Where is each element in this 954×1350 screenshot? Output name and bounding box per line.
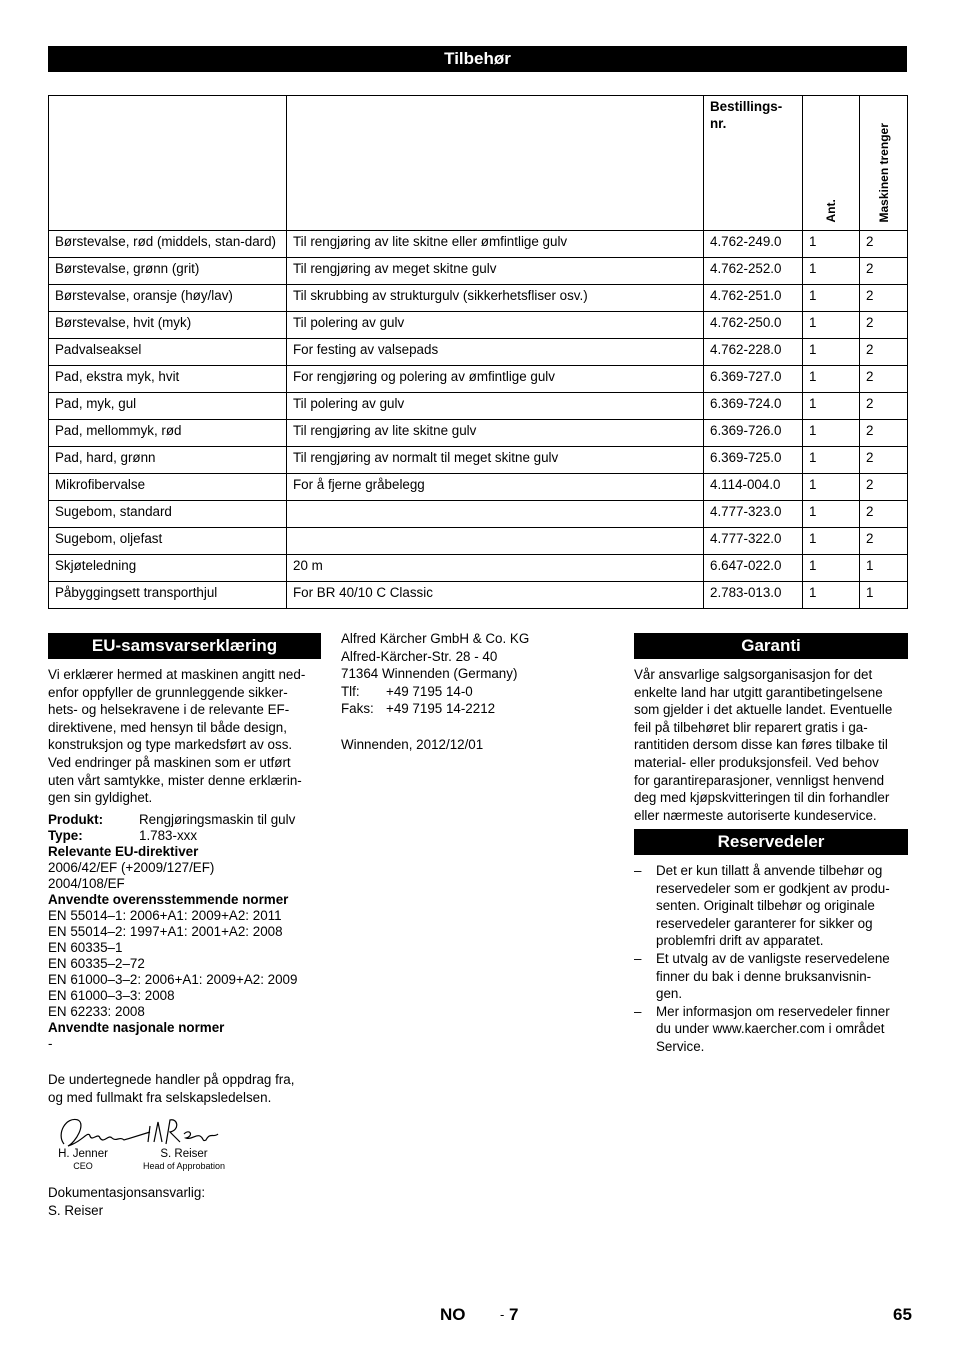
- row-order-no: 6.369-726.0: [704, 420, 803, 447]
- row-qty: 1: [803, 528, 860, 555]
- row-machine-needs: 2: [860, 474, 908, 501]
- row-name: Børstevalse, hvit (myk): [49, 312, 287, 339]
- eu-intro-line: enfor oppfyller de grunnleggende sikker-: [48, 684, 288, 700]
- list-item-line: reservedeler garanterer for sikker og: [656, 915, 873, 931]
- col-header-name: [49, 96, 287, 231]
- col-header-qty: [803, 96, 860, 231]
- fax-label: Faks:: [341, 701, 374, 717]
- national-heading: Anvendte nasjonale normer: [48, 1020, 225, 1035]
- row-order-no: 4.762-250.0: [704, 312, 803, 339]
- section-header-spare-parts: [634, 829, 908, 855]
- standard-item: EN 62233: 2008: [48, 1004, 145, 1019]
- section-header-eu: [48, 633, 321, 659]
- row-machine-needs: 2: [860, 312, 908, 339]
- eu-intro: [48, 666, 333, 807]
- col-header-order-no: Bestillings-nr.: [704, 96, 803, 231]
- list-item: [634, 950, 914, 1003]
- tel-label: Tlf:: [341, 683, 360, 699]
- list-item-line: problemfri drift av apparatet.: [656, 933, 824, 949]
- row-order-no: 6.647-022.0: [704, 555, 803, 582]
- warranty-title: Garanti: [741, 636, 801, 655]
- row-qty: 1: [803, 501, 860, 528]
- table-row: [49, 420, 908, 447]
- row-order-no: 4.762-252.0: [704, 258, 803, 285]
- eu-intro-line: uten vårt samtykke, mister denne erklærin-: [48, 772, 302, 788]
- list-item-line: finner du bak i denne bruksanvisnin-: [656, 968, 872, 984]
- warranty-line: enkelte land har utgitt garantibetingelsene: [634, 684, 883, 700]
- section-header-warranty: [634, 633, 908, 659]
- row-name: Sugebom, standard: [49, 501, 287, 528]
- signing-statement: [48, 1071, 338, 1106]
- row-description: 20 m: [287, 555, 704, 582]
- list-item-line: gen.: [656, 986, 683, 1002]
- row-name: Pad, myk, gul: [49, 393, 287, 420]
- list-item-line: senten. Originalt tilbehør og originale: [656, 898, 875, 914]
- list-item-line: du under www.kaercher.com i området: [656, 1021, 885, 1037]
- row-machine-needs: 2: [860, 393, 908, 420]
- row-description: Til rengjøring av meget skitne gulv: [287, 258, 704, 285]
- list-item: [634, 1003, 914, 1056]
- list-item-text: [656, 1003, 890, 1056]
- row-machine-needs: 2: [860, 231, 908, 258]
- eu-title: EU-samsvarserklæring: [91, 636, 278, 655]
- list-item-line: reservedeler som er godkjent av produ-: [656, 880, 890, 896]
- signer1-role: CEO: [73, 1161, 93, 1171]
- row-name: Børstevalse, oransje (høy/lav): [49, 285, 287, 312]
- row-qty: 1: [803, 285, 860, 312]
- row-description: Til polering av gulv: [287, 312, 704, 339]
- directive-item: 2006/42/EF (+2009/127/EF): [48, 860, 215, 875]
- signature-text-jenner: Jenner: [54, 1112, 58, 1113]
- row-machine-needs: 2: [860, 285, 908, 312]
- col-header-machine-needs: [860, 96, 908, 231]
- row-description: [287, 528, 704, 555]
- company-line: 71364 Winnenden (Germany): [341, 666, 518, 682]
- eu-intro-line: Vi erklærer hermed at maskinen angitt ned-: [48, 667, 306, 682]
- row-name: Pad, hard, grønn: [49, 447, 287, 474]
- row-machine-needs: 2: [860, 258, 908, 285]
- row-qty: 1: [803, 447, 860, 474]
- type-label: Type:: [48, 828, 83, 843]
- table-row: [49, 231, 908, 258]
- row-name: Børstevalse, rød (middels, stan-dard): [49, 231, 287, 258]
- warranty-line: material- eller produksjonsfeil. Ved behov: [634, 754, 879, 770]
- directives-list: [48, 860, 338, 892]
- warranty-line: som gjelder i det aktuelle landet. Eventuelle: [634, 702, 893, 718]
- warranty-text: [634, 666, 914, 824]
- row-machine-needs: 2: [860, 339, 908, 366]
- row-order-no: 4.777-322.0: [704, 528, 803, 555]
- warranty-line: feil på tilbehøret blir reparert gratis i ga-: [634, 719, 868, 735]
- signing-line: og med fullmakt fra selskapsledelsen.: [48, 1089, 272, 1105]
- doc-name: S. Reiser: [48, 1202, 104, 1218]
- row-name: Påbyggingsett transporthjul: [49, 582, 287, 609]
- row-qty: 1: [803, 339, 860, 366]
- row-machine-needs: 2: [860, 420, 908, 447]
- signatures: [48, 1112, 248, 1176]
- table-row: [49, 285, 908, 312]
- row-machine-needs: 2: [860, 447, 908, 474]
- footer-section-page: 7: [509, 1305, 519, 1324]
- company-block: [341, 630, 621, 753]
- eu-intro-line: hets- og helsekravene i de relevante EF-: [48, 702, 290, 718]
- row-qty: 1: [803, 555, 860, 582]
- row-name: Sugebom, oljefast: [49, 528, 287, 555]
- national-value: -: [48, 1036, 53, 1051]
- table-row: [49, 447, 908, 474]
- table-row: [49, 474, 908, 501]
- row-qty: 1: [803, 420, 860, 447]
- row-qty: 1: [803, 582, 860, 609]
- standard-item: EN 61000–3–2: 2006+A1: 2009+A2: 2009: [48, 972, 298, 987]
- row-order-no: 4.777-323.0: [704, 501, 803, 528]
- list-item-text: [656, 950, 890, 1003]
- standard-item: EN 55014–1: 2006+A1: 2009+A2: 2011: [48, 908, 282, 923]
- signature-text-reiser: i.V. Reiser: [144, 1112, 149, 1113]
- tel-value: +49 7195 14-0: [386, 683, 473, 699]
- signer1-name: H. Jenner: [58, 1148, 108, 1160]
- eu-intro-line: Ved endringer på maskinen som er utført: [48, 754, 291, 770]
- row-qty: 1: [803, 258, 860, 285]
- table-row: [49, 528, 908, 555]
- table-row: [49, 366, 908, 393]
- row-order-no: 4.114-004.0: [704, 474, 803, 501]
- row-description: Til polering av gulv: [287, 393, 704, 420]
- list-item-text: [656, 862, 890, 950]
- table-row: [49, 393, 908, 420]
- eu-details: [48, 812, 338, 1052]
- doc-label: Dokumentasjonsansvarlig:: [48, 1185, 206, 1200]
- row-qty: 1: [803, 312, 860, 339]
- row-description: For BR 40/10 C Classic: [287, 582, 704, 609]
- row-description: Til rengjøring av lite skitne eller ømfintlige gulv: [287, 231, 704, 258]
- row-qty: 1: [803, 366, 860, 393]
- product-label: Produkt:: [48, 812, 104, 827]
- spare-title: Reservedeler: [717, 832, 825, 851]
- row-machine-needs: 2: [860, 366, 908, 393]
- list-item: [634, 862, 914, 950]
- row-qty: 1: [803, 393, 860, 420]
- row-description: Til rengjøring av normalt til meget skitne gulv: [287, 447, 704, 474]
- row-name: Skjøteledning: [49, 555, 287, 582]
- table-row: [49, 555, 908, 582]
- directive-item: 2004/108/EF: [48, 876, 125, 891]
- eu-intro-line: konstruksjon og type markedsført av oss.: [48, 737, 293, 753]
- row-machine-needs: 1: [860, 555, 908, 582]
- warranty-line: deg med kjøpskvitteringen til din forhandler: [634, 790, 890, 806]
- row-machine-needs: 1: [860, 582, 908, 609]
- accessories-table-body: [49, 231, 908, 609]
- row-machine-needs: 2: [860, 501, 908, 528]
- standard-item: EN 60335–1: [48, 940, 123, 955]
- accessories-title: Tilbehør: [444, 49, 511, 68]
- type-value: 1.783-xxx: [139, 828, 198, 843]
- standard-item: EN 55014–2: 1997+A1: 2001+A2: 2008: [48, 924, 283, 939]
- table-row: [49, 501, 908, 528]
- table-row: [49, 312, 908, 339]
- qty-label: Ant.: [823, 198, 838, 222]
- eu-intro-line: gen sin gyldighet.: [48, 790, 153, 806]
- warranty-line: Vår ansvarlige salgsorganisasjon for det: [634, 667, 873, 682]
- row-qty: 1: [803, 474, 860, 501]
- place-date: Winnenden, 2012/12/01: [341, 736, 484, 752]
- signer2-name: S. Reiser: [160, 1148, 208, 1160]
- row-qty: 1: [803, 231, 860, 258]
- row-description: Til rengjøring av lite skitne gulv: [287, 420, 704, 447]
- row-order-no: 6.369-727.0: [704, 366, 803, 393]
- list-item-line: Mer informasjon om reservedeler finner: [656, 1003, 890, 1019]
- machine-needs-label: Maskinen trenger: [876, 122, 891, 222]
- standard-item: EN 60335–2–72: [48, 956, 145, 971]
- standards-heading: Anvendte overensstemmende normer: [48, 892, 289, 907]
- row-name: Padvalseaksel: [49, 339, 287, 366]
- row-order-no: 6.369-725.0: [704, 447, 803, 474]
- bullet-dash: –: [634, 1003, 642, 1019]
- warranty-line: for garantireparasjoner, vennligst henvend: [634, 772, 885, 788]
- doc-responsible: [48, 1184, 338, 1219]
- list-item-line: Service.: [656, 1038, 705, 1054]
- footer-sep: -: [500, 1307, 505, 1322]
- list-item-line: Det er kun tillatt å anvende tilbehør og: [656, 863, 883, 878]
- row-order-no: 4.762-249.0: [704, 231, 803, 258]
- row-description: Til skrubbing av strukturgulv (sikkerhetsfliser osv.): [287, 285, 704, 312]
- row-order-no: 2.783-013.0: [704, 582, 803, 609]
- eu-intro-line: direktivene, med hensyn til både design,: [48, 719, 287, 735]
- signer2-role: Head of Approbation: [142, 1161, 226, 1171]
- table-row: [49, 258, 908, 285]
- accessories-table: [48, 95, 908, 609]
- col-header-description: [287, 96, 704, 231]
- company-line: Alfred Kärcher GmbH & Co. KG: [341, 631, 530, 646]
- list-item-line: Et utvalg av de vanligste reservedelene: [656, 950, 890, 966]
- table-header-row: [49, 96, 908, 231]
- footer-page-number: 65: [893, 1305, 912, 1324]
- fax-value: +49 7195 14-2212: [386, 701, 496, 717]
- row-name: Pad, ekstra myk, hvit: [49, 366, 287, 393]
- row-description: [287, 501, 704, 528]
- bullet-dash: –: [634, 863, 642, 878]
- row-machine-needs: 2: [860, 528, 908, 555]
- standards-list: [48, 908, 338, 1020]
- warranty-line: rantitiden dersom disse kan føres tilbake til: [634, 737, 888, 753]
- row-order-no: 4.762-251.0: [704, 285, 803, 312]
- row-order-no: 4.762-228.0: [704, 339, 803, 366]
- section-header-accessories: [48, 46, 907, 72]
- table-row: [49, 339, 908, 366]
- signing-line: De undertegnede handler på oppdrag fra,: [48, 1072, 295, 1087]
- spare-parts-list: [634, 862, 914, 1056]
- row-description: For rengjøring og polering av ømfintlige gulv: [287, 366, 704, 393]
- row-description: For festing av valsepads: [287, 339, 704, 366]
- company-line: Alfred-Kärcher-Str. 28 - 40: [341, 648, 498, 664]
- row-description: For å fjerne gråbelegg: [287, 474, 704, 501]
- standard-item: EN 61000–3–3: 2008: [48, 988, 175, 1003]
- table-row: [49, 582, 908, 609]
- row-name: Mikrofibervalse: [49, 474, 287, 501]
- row-order-no: 6.369-724.0: [704, 393, 803, 420]
- product-value: Rengjøringsmaskin til gulv: [139, 812, 296, 827]
- row-name: Pad, mellommyk, rød: [49, 420, 287, 447]
- bullet-dash: –: [634, 950, 642, 966]
- row-name: Børstevalse, grønn (grit): [49, 258, 287, 285]
- footer-lang: NO: [440, 1305, 466, 1324]
- warranty-line: eller nærmeste autoriserte kundeservice.: [634, 807, 877, 823]
- directives-heading: Relevante EU-direktiver: [48, 844, 199, 859]
